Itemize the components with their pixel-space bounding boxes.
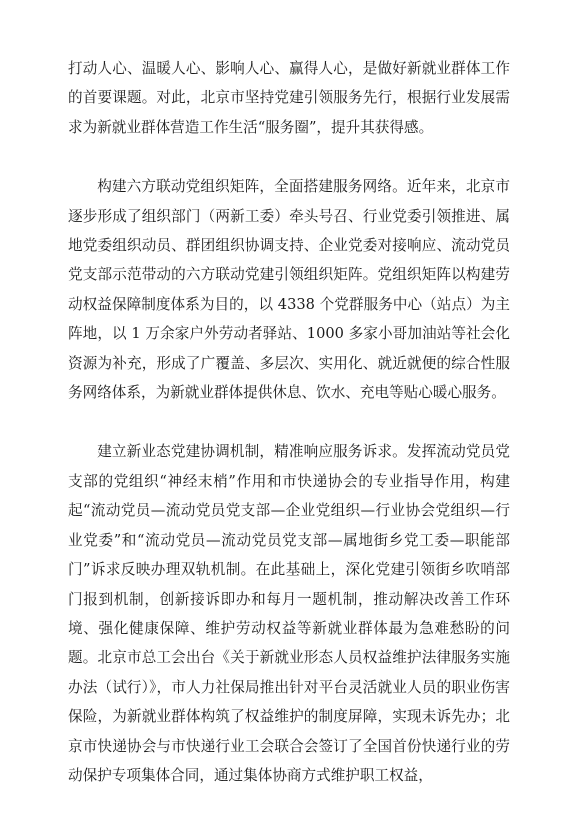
paragraph-organization-matrix: 构建六方联动党组织矩阵，全面搭建服务网络。近年来，北京市逐步形成了组织部门（两新工委）牵头号召、行业党委引领推进、属地党委组织动员、群团组织协调支持、企业党委对接响应、流动党员党支部示范带动的六方联动党建引领组织矩阵。党组织矩阵以构建劳动权益保障制度体系为目的，以 4338 个党群服务中心（站点）为主阵地，以 1 万余家户外劳动者驿站、1000 多家小哥加油站等社会化资源为补充，形成了广覆盖、多层次、实用化、就近就便的综合性服务网络体系，为新就业群体提供休息、饮水、充电等贴心暖心服务。 [68,178,510,402]
paragraph-intro: 打动人心、温暖人心、影响人心、赢得人心，是做好新就业群体工作的首要课题。对此，北京市坚持党建引领服务先行，根据行业发展需求为新就业群体营造工作生活“服务圈”，提升其获得感。 [68,60,510,136]
paragraph-gap [68,407,510,437]
paragraph-gap [68,142,510,172]
paragraph-coordination-mechanism: 建立新业态党建协调机制，精准响应服务诉求。发挥流动党员党支部的党组织“神经末梢”作用和市快递协会的专业指导作用，构建起“流动党员—流动党员党支部—企业党组织—行业协会党组织—行业党委”和“流动党员—流动党员党支部—属地街乡党工委—职能部门”诉求反映办理双轨机制。在此基础上，深化党建引领街乡吹哨部门报到机制，创新接诉即办和每月一题机制，推动解决改善工作环境、强化健康保障、维护劳动权益等新就业群体最为急难愁盼的问题。北京市总工会出台《关于新就业形态人员权益维护法律服务实施办法（试行）》，市人力社保局推出针对平台灵活就业人员的职业伤害保险，为新就业群体构筑了权益维护的制度屏障，实现未诉先办；北京市快递协会与市快递行业工会联合会签订了全国首份快递行业的劳动保护专项集体合同，通过集体协商方式维护职工权益， [68,443,510,784]
